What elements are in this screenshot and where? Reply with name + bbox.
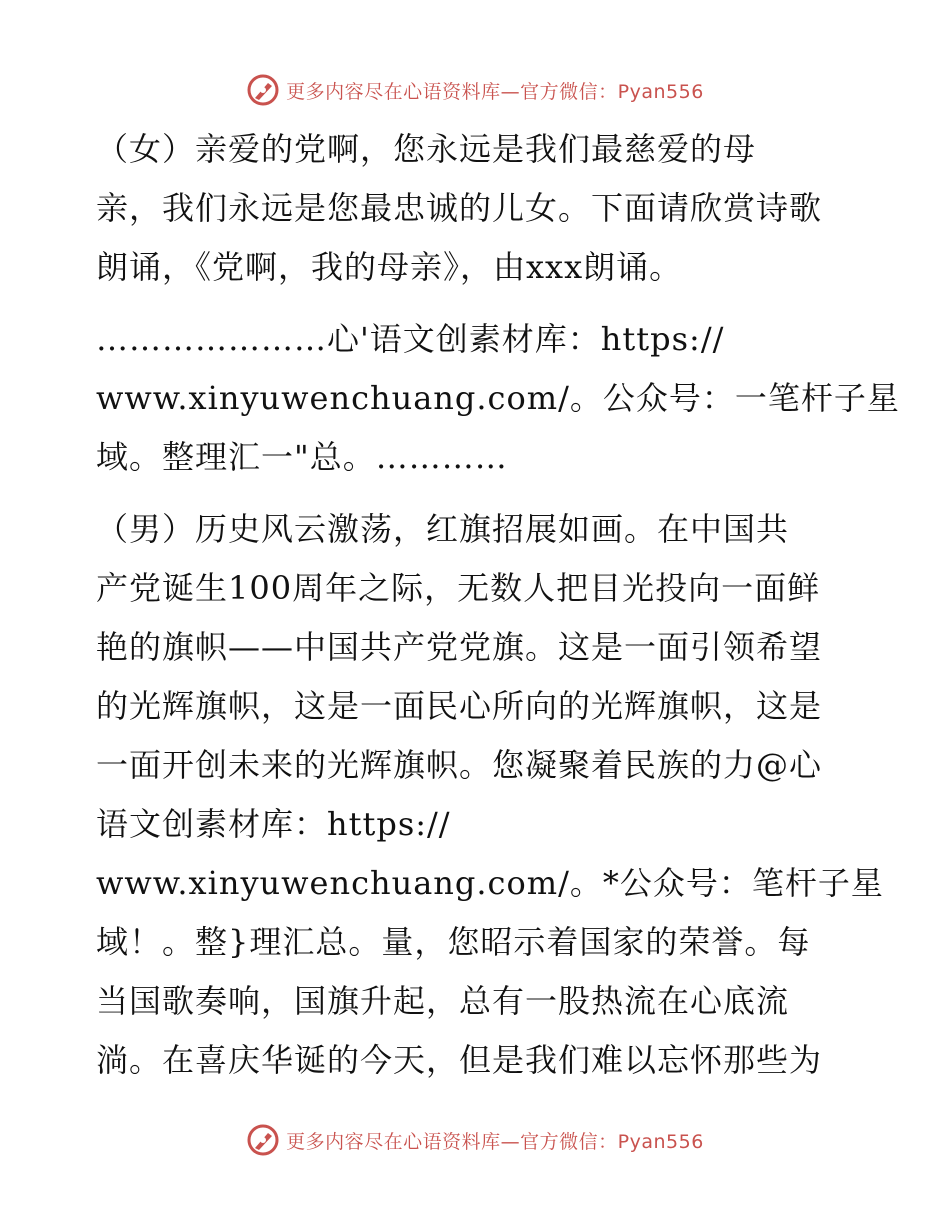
paragraph-male-narration (96, 500, 884, 1090)
text-line: www.xinyuwenchuang.com/。*公众号：笔杆子星 (96, 864, 884, 902)
text-line: 域！。整}理汇总。量，您昭示着国家的荣誉。每 (96, 923, 811, 961)
text-line: 域。整理汇一"总。………… (96, 438, 508, 476)
text-line: 艳的旗帜——中国共产党党旗。这是一面引领希望 (96, 628, 823, 666)
banner-text: 更多内容尽在心语资料库—官方微信：Pyan556 (286, 1130, 704, 1153)
pen-logo-icon (246, 73, 280, 107)
text-line: 的光辉旗帜，这是一面民心所向的光辉旗帜，这是 (96, 687, 823, 725)
pen-logo-icon (246, 1123, 280, 1157)
text-line: 语文创素材库：https:// (96, 805, 451, 843)
text-line: 一面开创未来的光辉旗帜。您凝聚着民族的力@心 (96, 746, 823, 784)
text-line: 当国歌奏响，国旗升起，总有一股热流在心底流 (96, 982, 790, 1020)
text-line: （男）历史风云激荡，红旗招展如画。在中国共 (96, 510, 790, 548)
header-banner (0, 70, 950, 110)
text-line: 淌。在喜庆华诞的今天，但是我们难以忘怀那些为 (96, 1041, 823, 1079)
text-line: 朗诵，《党啊，我的母亲》，由xxx朗诵。 (96, 248, 683, 286)
footer-banner (0, 1120, 950, 1160)
document-body (96, 120, 900, 1090)
banner-text: 更多内容尽在心语资料库—官方微信：Pyan556 (286, 80, 704, 103)
text-line: （女）亲爱的党啊，您永远是我们最慈爱的母 (96, 130, 757, 168)
text-line: …………………心'语文创素材库：https:// (96, 320, 725, 358)
text-line: 亲，我们永远是您最忠诚的儿女。下面请欣赏诗歌 (96, 189, 823, 227)
text-line: 产党诞生100周年之际，无数人把目光投向一面鲜 (96, 569, 821, 607)
paragraph-watermark-source (96, 310, 900, 487)
paragraph-female-narration (96, 120, 856, 297)
text-line: www.xinyuwenchuang.com/。公众号：一笔杆子星 (96, 379, 900, 417)
